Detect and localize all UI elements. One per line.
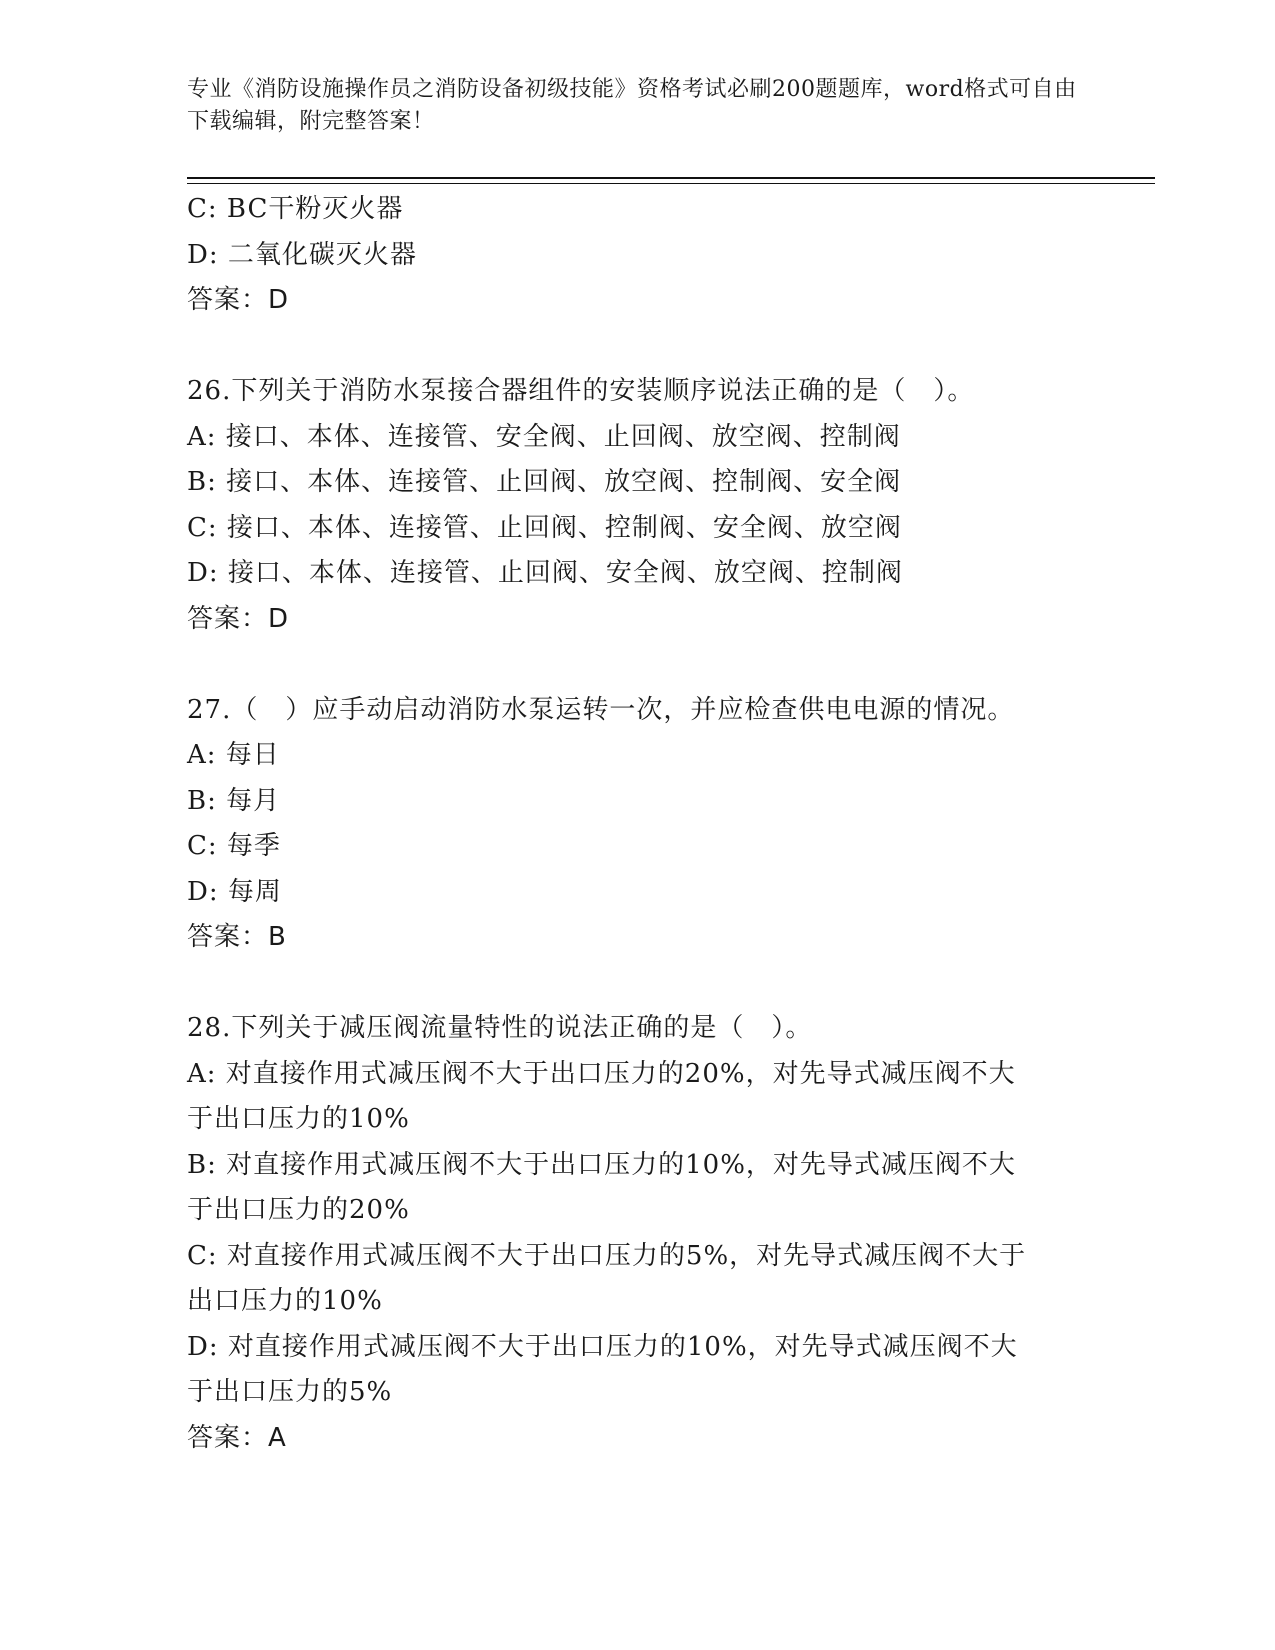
prev-option-c: C: BC干粉灭火器: [187, 194, 404, 224]
prev-answer: 答案：D: [187, 285, 290, 315]
question-26-option-d: D: 接口、本体、连接管、止回阀、安全阀、放空阀、控制阀: [187, 558, 903, 588]
question-28-option-d: D: 对直接作用式减压阀不大于出口压力的10%，对先导式减压阀不大: [187, 1331, 1018, 1362]
question-26-option-b: B: 接口、本体、连接管、止回阀、放空阀、控制阀、安全阀: [187, 467, 902, 497]
question-28-option-c: C: 对直接作用式减压阀不大于出口压力的5%，对先导式减压阀不大于: [187, 1240, 1027, 1271]
prev-option-d: D: 二氧化碳灭火器: [187, 239, 417, 270]
spacer: [187, 961, 1087, 1007]
question-26-answer: 答案：D: [187, 603, 290, 634]
spacer: [187, 324, 1087, 370]
question-27-option-b: B: 每月: [187, 785, 281, 816]
question-28-option-d-cont: 于出口压力的5%: [187, 1377, 393, 1407]
document-header: 专业《消防设施操作员之消防设备初级技能》资格考试必刷200题题库，word格式可自由下载编辑，附完整答案！: [187, 77, 1077, 134]
question-26-option-a: A: 接口、本体、连接管、安全阀、止回阀、放空阀、控制阀: [187, 421, 901, 452]
question-27-answer: 答案：B: [187, 922, 287, 952]
question-28-stem: 28.下列关于减压阀流量特性的说法正确的是（ ）。: [187, 1013, 813, 1043]
question-26-option-c: C: 接口、本体、连接管、止回阀、控制阀、安全阀、放空阀: [187, 512, 902, 543]
header-rule-thin: [187, 183, 1155, 184]
question-28-option-c-cont: 出口压力的10%: [187, 1286, 383, 1316]
question-28-option-a: A: 对直接作用式减压阀不大于出口压力的20%，对先导式减压阀不大: [187, 1058, 1016, 1089]
question-28-option-a-cont: 于出口压力的10%: [187, 1104, 410, 1134]
question-28-option-b-cont: 于出口压力的20%: [187, 1195, 410, 1225]
header-rule-thick: [187, 177, 1155, 179]
question-content: [187, 187, 1087, 1461]
question-28-answer: 答案：A: [187, 1422, 287, 1453]
question-27-option-c: C: 每季: [187, 831, 281, 861]
question-27-stem: 27.（ ）应手动启动消防水泵运转一次，并应检查供电电源的情况。: [187, 694, 1015, 725]
question-27-option-a: A: 每日: [187, 740, 280, 770]
spacer: [187, 642, 1087, 688]
question-27-option-d: D: 每周: [187, 876, 282, 907]
question-28-option-b: B: 对直接作用式减压阀不大于出口压力的10%，对先导式减压阀不大: [187, 1149, 1016, 1180]
question-26-stem: 26.下列关于消防水泵接合器组件的安装顺序说法正确的是（ ）。: [187, 376, 975, 406]
